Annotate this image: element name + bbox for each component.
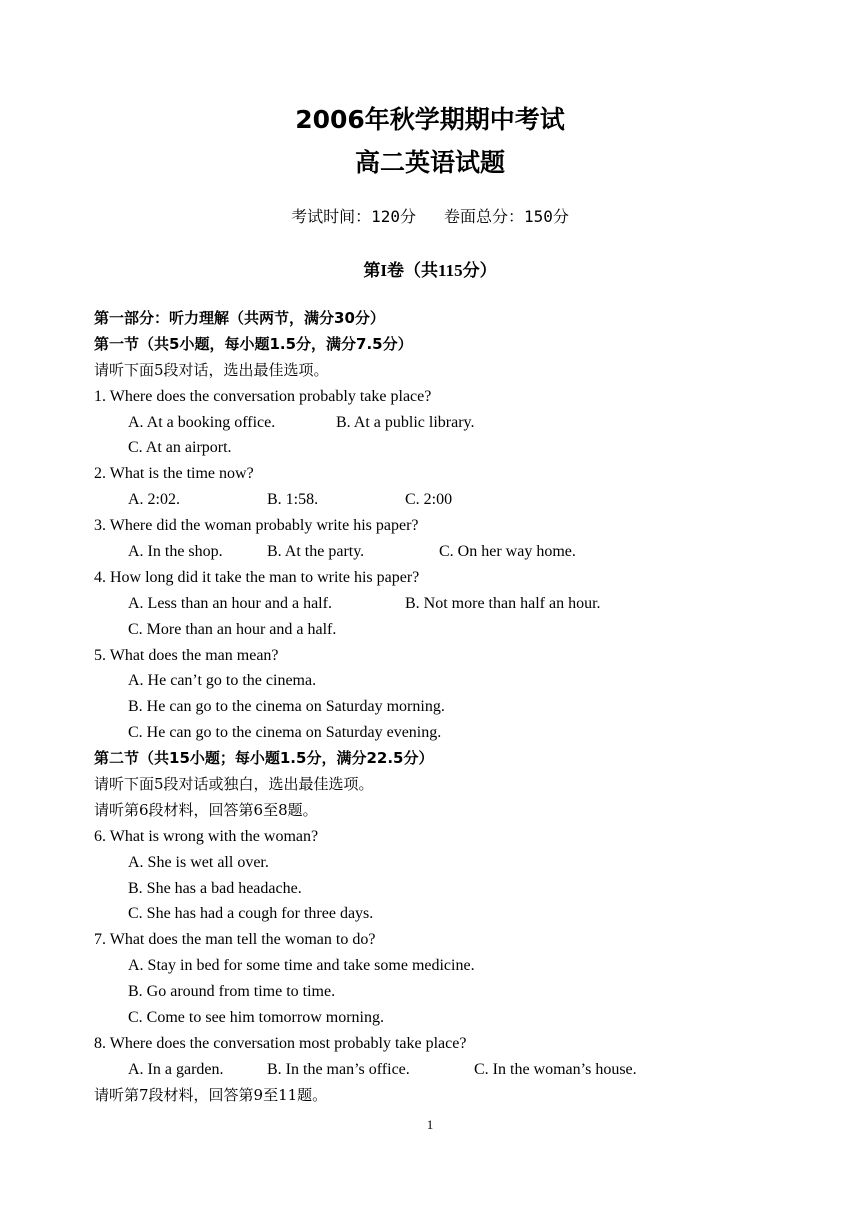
option-c: C. She has had a cough for three days. [128, 905, 374, 923]
option-a: A. In a garden. [128, 1060, 224, 1078]
option-c: C. He can go to the cinema on Saturday evening. [128, 724, 442, 742]
option-a: A. Less than an hour and a half. [128, 594, 332, 612]
option-row [94, 487, 794, 513]
option-row [94, 539, 794, 565]
option-b: B. 1:58. [267, 491, 319, 509]
option-a: A. At a booking office. [128, 413, 276, 431]
question-stem: 3. Where did the woman probably write his paper? [94, 517, 419, 535]
question-stem: 2. What is the time now? [94, 465, 254, 483]
total-score: 卷面总分：150分 [444, 207, 569, 226]
option-b: B. At a public library. [336, 413, 475, 431]
option-c: C. In the woman’s house. [474, 1060, 637, 1078]
material-6-instruction: 请听第6段材料，回答第6至8题。 [94, 800, 318, 819]
question-stem: 8. Where does the conversation most probably take place? [94, 1034, 467, 1052]
option-row [94, 617, 794, 643]
option-row [94, 591, 794, 617]
question-stem: 1. Where does the conversation probably take place? [94, 387, 432, 405]
option-row [94, 410, 794, 436]
section2-instruction: 请听下面5段对话或独白，选出最佳选项。 [94, 775, 374, 794]
option-a: A. She is wet all over. [128, 853, 269, 871]
option-b: B. She has a bad headache. [128, 879, 302, 897]
exam-meta [0, 204, 860, 227]
option-b: B. Go around from time to time. [128, 983, 336, 1001]
exam-subtitle: 高二英语试题 [354, 148, 505, 177]
material-7-instruction: 请听第7段材料，回答第9至11题。 [94, 1085, 328, 1104]
volume-heading: 第I卷（共115分） [363, 261, 497, 280]
option-row [94, 1057, 794, 1083]
option-c: C. More than an hour and a half. [128, 620, 337, 638]
option-b: B. In the man’s office. [267, 1060, 410, 1078]
exam-content [94, 306, 794, 1109]
option-b: B. At the party. [267, 543, 365, 561]
section1-heading: 第一节（共5小题，每小题1.5分，满分7.5分） [94, 334, 413, 353]
option-a: A. Stay in bed for some time and take some medicine. [128, 957, 475, 975]
option-c: C. On her way home. [439, 543, 576, 561]
option-c: C. Come to see him tomorrow morning. [128, 1009, 384, 1027]
section2-heading: 第二节（共15小题；每小题1.5分，满分22.5分） [94, 749, 434, 768]
option-b: B. Not more than half an hour. [405, 594, 601, 612]
exam-title: 2006年秋学期期中考试 [295, 105, 565, 134]
part1-heading: 第一部分：听力理解（共两节，满分30分） [94, 309, 385, 327]
option-b: B. He can go to the cinema on Saturday morning. [128, 698, 445, 716]
question-stem: 5. What does the man mean? [94, 646, 279, 664]
option-row [94, 435, 794, 461]
exam-time: 考试时间：120分 [291, 207, 416, 226]
page-number: 1 [426, 1117, 434, 1132]
section1-instruction: 请听下面5段对话，选出最佳选项。 [94, 360, 329, 379]
question-stem: 6. What is wrong with the woman? [94, 827, 319, 845]
option-a: A. 2:02. [128, 491, 180, 509]
option-c: C. At an airport. [128, 439, 232, 457]
question-stem: 7. What does the man tell the woman to do? [94, 931, 376, 949]
option-c: C. 2:00 [405, 491, 453, 509]
option-a: A. In the shop. [128, 543, 223, 561]
question-stem: 4. How long did it take the man to write his paper? [94, 568, 420, 586]
option-a: A. He can’t go to the cinema. [128, 672, 317, 690]
